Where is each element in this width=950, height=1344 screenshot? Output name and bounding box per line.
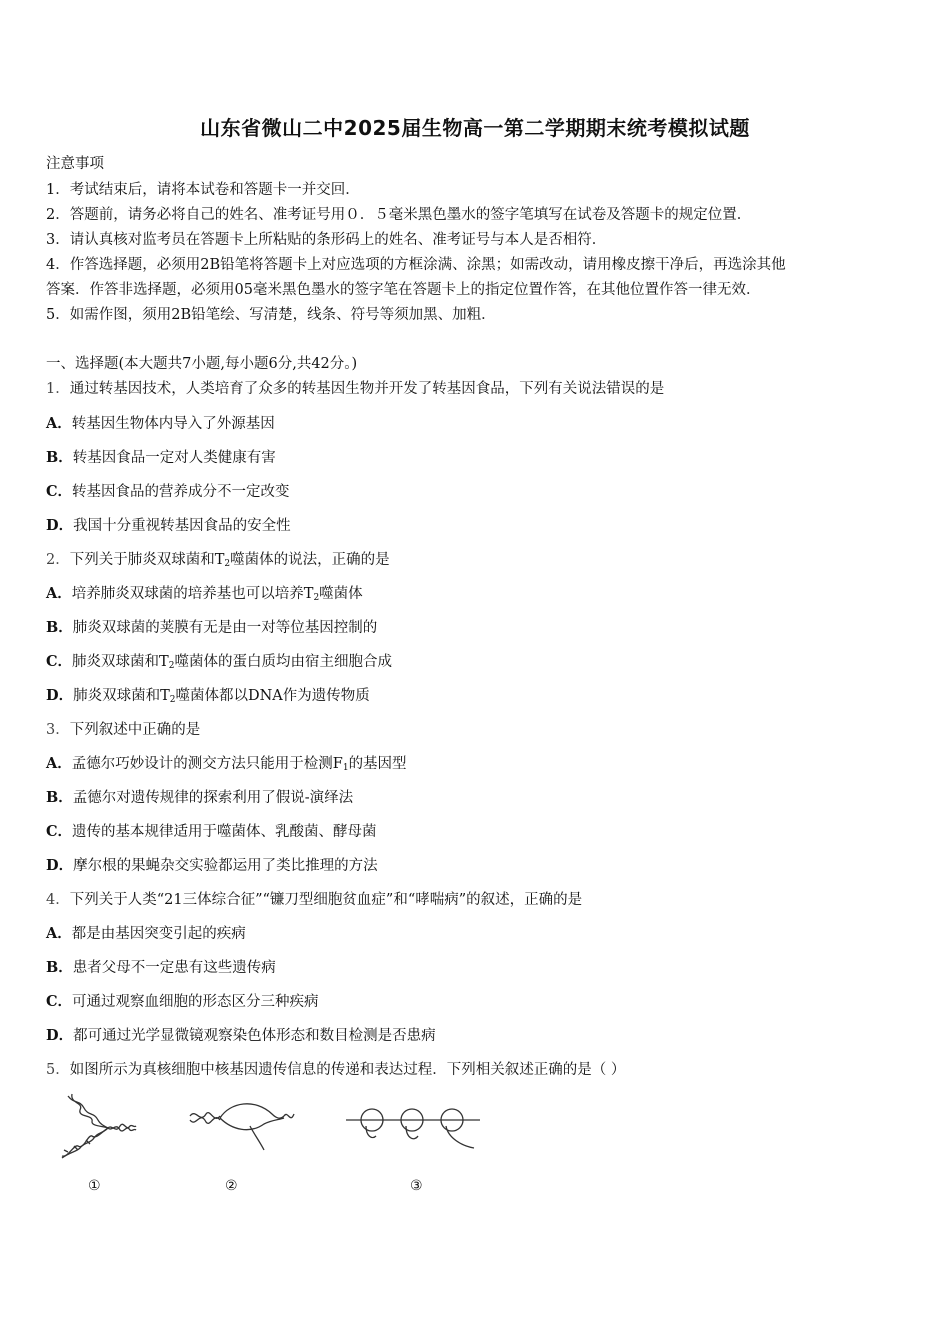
- question-2-option-d: [46, 684, 370, 705]
- question-1-option-d: [46, 514, 291, 535]
- notice-item: 3．请认真核对监考员在答题卡上所粘贴的条形码上的姓名、准考证号与本人是否相符．: [46, 232, 607, 248]
- question-text: 下列关于肺炎双球菌和T: [69, 552, 225, 568]
- question-5-stem: [46, 1058, 625, 1079]
- question-text: 噬菌体的说法，正确的是: [230, 552, 390, 568]
- option-letter: A．: [46, 925, 72, 942]
- figure-label-3: ③: [410, 1178, 423, 1194]
- option-text: 培养肺炎双球菌的培养基也可以培养T: [71, 586, 314, 602]
- option-text: 肺炎双球菌的荚膜有无是由一对等位基因控制的: [72, 620, 378, 636]
- figure-drawing: [50, 1090, 510, 1205]
- option-text: 患者父母不一定患有这些遗传病: [72, 960, 276, 976]
- option-text: 摩尔根的果蝇杂交实验都运用了类比推理的方法: [73, 858, 378, 874]
- question-4-stem: [46, 888, 582, 909]
- option-text: 我国十分重视转基因食品的安全性: [73, 518, 291, 534]
- question-1-stem: [46, 377, 664, 398]
- question-4-option-c: [46, 990, 319, 1011]
- question-4-option-b: [46, 956, 276, 977]
- page-title: 山东省微山二中2025届生物高一第二学期期末统考模拟试题: [200, 116, 750, 140]
- option-text: 孟德尔巧妙设计的测交方法只能用于检测F: [71, 756, 343, 772]
- figure-label-1: ①: [88, 1178, 101, 1194]
- question-3-stem: [46, 718, 200, 739]
- question-2-option-b: [46, 616, 377, 637]
- replication-diagram: [62, 1094, 136, 1158]
- option-text: 都可通过光学显微镜观察染色体形态和数目检测是否患病: [73, 1028, 436, 1044]
- option-letter: A．: [46, 755, 72, 772]
- notice-heading: 注意事项: [46, 156, 104, 172]
- question-text: 如图所示为真核细胞中核基因遗传信息的传递和表达过程．下列相关叙述正确的是（ ）: [69, 1062, 626, 1078]
- option-text: 遗传的基本规律适用于噬菌体、乳酸菌、酵母菌: [72, 824, 377, 840]
- option-letter: B．: [46, 619, 73, 636]
- question-3-option-a: [46, 752, 407, 773]
- question-number: 1．: [46, 381, 70, 397]
- option-letter: B．: [46, 789, 73, 806]
- subscript: 1: [342, 763, 349, 773]
- question-1-option-a: [46, 412, 275, 433]
- question-1-option-c: [46, 480, 290, 501]
- question-number: 3．: [46, 722, 70, 738]
- notice-item: 答案．作答非选择题，必须用05毫米黑色墨水的签字笔在答题卡上的指定位置作答，在其他位置作答一律无效．: [46, 282, 761, 298]
- notice-item: 1．考试结束后，请将本试卷和答题卡一并交回．: [46, 182, 360, 198]
- option-letter: C．: [46, 823, 73, 840]
- section-heading: 一、选择题(本大题共7小题,每小题6分,共42分。): [46, 356, 358, 372]
- option-text: 噬菌体: [319, 586, 363, 602]
- subscript: 2: [168, 661, 175, 671]
- question-2-stem: [46, 548, 390, 569]
- question-number: 5．: [46, 1062, 70, 1078]
- subscript: 2: [224, 559, 231, 569]
- option-text: 可通过观察血细胞的形态区分三种疾病: [72, 994, 319, 1010]
- translation-diagram: [346, 1109, 480, 1148]
- transcription-diagram: [190, 1104, 294, 1150]
- option-letter: A．: [46, 585, 72, 602]
- option-text: 肺炎双球菌和T: [73, 688, 170, 704]
- option-text: 噬菌体都以DNA作为遗传物质: [175, 688, 370, 704]
- question-2-option-a: [46, 582, 363, 603]
- option-letter: A．: [46, 415, 72, 432]
- question-text: 下列叙述中正确的是: [69, 722, 201, 738]
- question-text: 下列关于人类“21三体综合征”“镰刀型细胞贫血症”和“哮喘病”的叙述，正确的是: [69, 892, 583, 908]
- option-text: 噬菌体的蛋白质均由宿主细胞合成: [174, 654, 392, 670]
- option-letter: B．: [46, 959, 73, 976]
- notice-item: 5．如需作图，须用2B铅笔绘、写清楚，线条、符号等须加黑、加粗．: [46, 307, 496, 323]
- subscript: 2: [169, 695, 176, 705]
- question-3-option-d: [46, 854, 378, 875]
- option-letter: D．: [46, 857, 74, 874]
- option-letter: C．: [46, 483, 73, 500]
- question-text: 通过转基因技术，人类培育了众多的转基因生物并开发了转基因食品，下列有关说法错误的是: [69, 381, 665, 397]
- question-number: 2．: [46, 552, 70, 568]
- option-letter: C．: [46, 653, 73, 670]
- question-4-option-d: [46, 1024, 436, 1045]
- option-letter: D．: [46, 1027, 74, 1044]
- question-1-option-b: [46, 446, 276, 467]
- question-3-option-c: [46, 820, 377, 841]
- option-text: 都是由基因突变引起的疾病: [71, 926, 246, 942]
- notice-item: 4．作答选择题，必须用2B铅笔将答题卡上对应选项的方框涂满、涂黑；如需改动，请用橡皮擦干净后，再选涂其他: [46, 257, 786, 273]
- question-number: 4．: [46, 892, 70, 908]
- subscript: 2: [313, 593, 320, 603]
- option-letter: D．: [46, 517, 74, 534]
- option-text: 的基因型: [348, 756, 407, 772]
- option-text: 肺炎双球菌和T: [72, 654, 169, 670]
- option-letter: B．: [46, 449, 73, 466]
- option-text: 孟德尔对遗传规律的探索利用了假说-演绎法: [72, 790, 354, 806]
- option-letter: C．: [46, 993, 73, 1010]
- genetic-info-figure: [50, 1090, 510, 1205]
- notice-item: 2．答题前，请务必将自己的姓名、准考证号用０．５毫米黑色墨水的签字笔填写在试卷及答题卡的规定位置．: [46, 207, 752, 223]
- option-letter: D．: [46, 687, 74, 704]
- figure-label-2: ②: [225, 1178, 238, 1194]
- question-3-option-b: [46, 786, 353, 807]
- option-text: 转基因生物体内导入了外源基因: [71, 416, 275, 432]
- question-2-option-c: [46, 650, 392, 671]
- option-text: 转基因食品一定对人类健康有害: [72, 450, 276, 466]
- question-4-option-a: [46, 922, 246, 943]
- option-text: 转基因食品的营养成分不一定改变: [72, 484, 290, 500]
